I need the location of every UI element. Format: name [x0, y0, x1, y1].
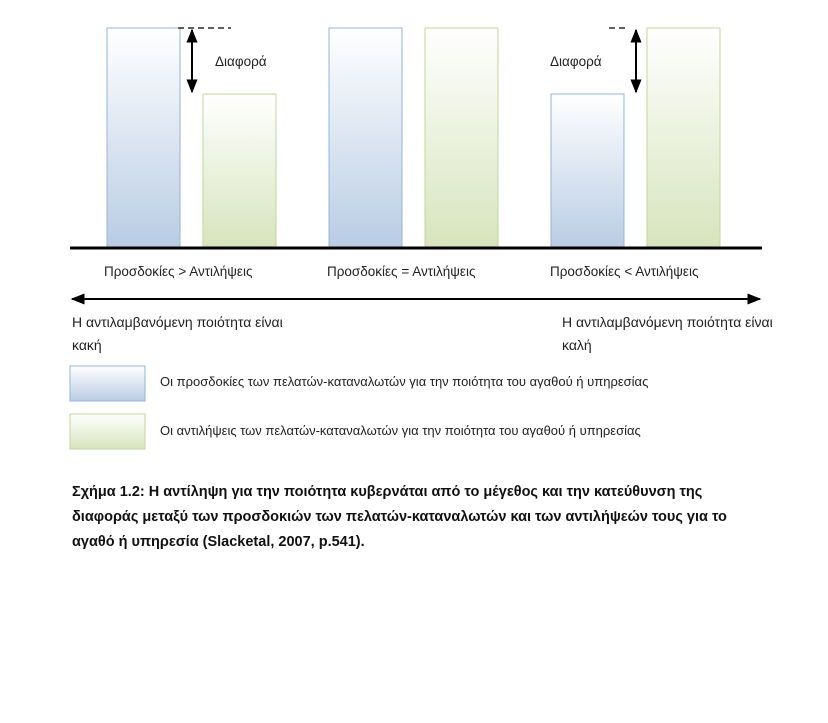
- scenario-label-2: Προσδοκίες = Αντιλήψεις: [327, 264, 476, 279]
- legend-swatch-expectations: [70, 366, 145, 401]
- perception-bar-1: [203, 94, 276, 248]
- legend-swatch-perceptions: [70, 414, 145, 449]
- scenario-label-3: Προσδοκίες < Αντιλήψεις: [550, 264, 699, 279]
- legend-text-perceptions: Οι αντιλήψεις των πελατών-καταναλωτών για την ποιότητα του αγαθού ή υπηρεσίας: [160, 423, 641, 438]
- perception-bar-2: [425, 28, 498, 248]
- axis-left-label: Η αντιλαμβανόμενη ποιότητα είναι κακή: [72, 314, 283, 353]
- expectation-bar-3: [551, 94, 624, 248]
- legend-text-expectations: Οι προσδοκίες των πελατών-καταναλωτών για την ποιότητα του αγαθού ή υπηρεσίας: [160, 374, 649, 389]
- difference-label-3: Διαφορά: [550, 54, 602, 69]
- expectation-bar-1: [107, 28, 180, 248]
- expectation-bar-2: [329, 28, 402, 248]
- figure-caption: Σχήμα 1.2: Η αντίληψη για την ποιότητα κυβερνάται από το μέγεθος και την κατεύθυνση της διαφοράς μεταξύ των προσδοκιών των πελατών-καταναλωτών και των αντιλήψεών τους για το αγαθό ή υπηρεσία (Slacketal, 2007, p.541).: [72, 484, 727, 550]
- difference-label-1: Διαφορά: [215, 54, 267, 69]
- perception-bar-3: [647, 28, 720, 248]
- scenario-label-1: Προσδοκίες > Αντιλήψεις: [104, 264, 253, 279]
- axis-right-label: Η αντιλαμβανόμενη ποιότητα είναι καλή: [562, 314, 773, 353]
